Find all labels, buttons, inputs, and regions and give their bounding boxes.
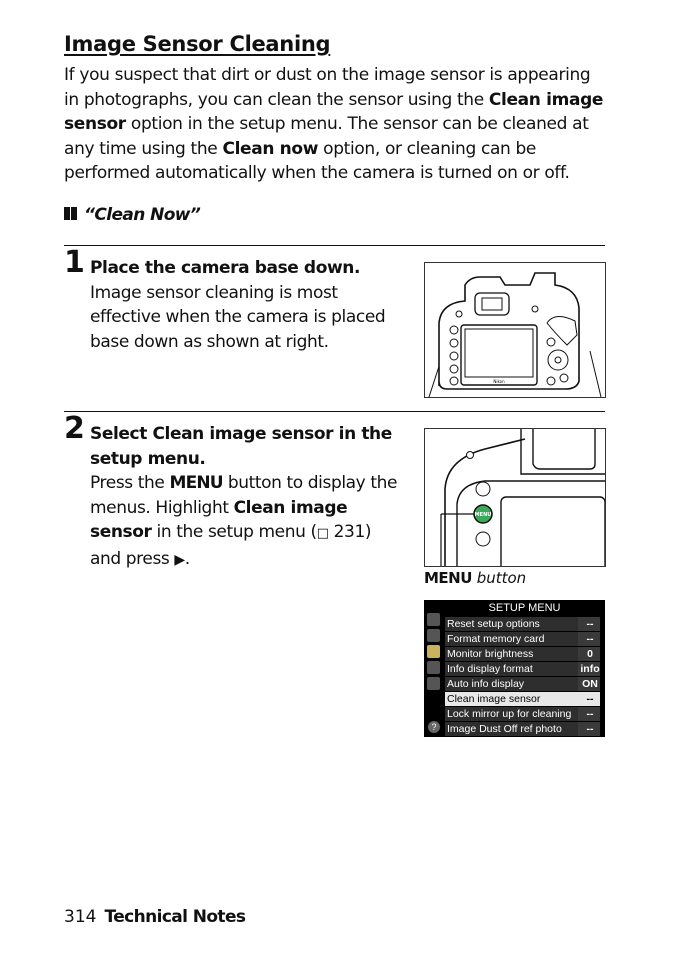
menu-item-label: Format memory card (447, 633, 545, 645)
page-reference-icon: □ (316, 526, 329, 541)
menu-item-value: ON (578, 677, 600, 691)
page-footer (64, 907, 245, 927)
intro-text: If you suspect that dirt or dust on the image sensor is appearing in photographs, you can clean the sensor using the (64, 65, 591, 110)
step-body-bold: Clean image sensor (90, 497, 348, 542)
menu-title: SETUP MENU (488, 602, 561, 614)
menu-item-label: Clean image sensor (447, 693, 541, 705)
menu-item-value: -- (578, 632, 600, 646)
step-body: button to display the menus. Highlight (90, 473, 398, 518)
page-number: 314 (64, 907, 97, 927)
menu-item-label: Auto info display (447, 678, 525, 690)
step-body: Press the (90, 473, 170, 493)
menu-item-label: Monitor brightness (447, 648, 534, 660)
menu-item[interactable] (445, 617, 600, 631)
step-number: 2 (64, 411, 84, 446)
menu-item-value: -- (578, 707, 600, 721)
intro-paragraph (64, 63, 609, 186)
menu-item[interactable] (445, 722, 600, 736)
intro-text: option in the setup menu. The sensor can be cleaned at any time using the (64, 114, 589, 159)
step-2-text (90, 422, 405, 572)
setup-menu-icon[interactable] (427, 645, 440, 658)
step-body: . (184, 548, 190, 569)
divider (64, 245, 605, 246)
step-heading: in the setup menu. (90, 424, 392, 469)
step-heading-bold: Clean image sensor (152, 424, 334, 444)
footer-section: Technical Notes (104, 907, 246, 927)
step-1-text (90, 256, 405, 354)
section-heading-text: “Clean Now” (84, 205, 201, 225)
menu-item-label: Lock mirror up for cleaning (447, 708, 572, 720)
help-icon: ? (428, 721, 440, 733)
multi-selector-right-icon: ▶ (174, 551, 185, 568)
intro-bold: Clean now (222, 138, 319, 159)
menu-item[interactable] (445, 662, 600, 676)
menu-item-label: Info display format (447, 663, 533, 675)
caption-text: button (471, 569, 527, 587)
section-marker-icon (64, 205, 78, 225)
menu-item[interactable] (445, 647, 600, 661)
menu-button: MENU (474, 512, 492, 518)
playback-menu-icon[interactable] (427, 613, 440, 626)
figure-caption (424, 569, 526, 587)
intro-bold: Clean image sensor (64, 89, 604, 134)
page-title: Image Sensor Cleaning (64, 32, 331, 56)
menu-item-value: -- (578, 617, 600, 631)
menu-item[interactable] (445, 632, 600, 646)
step-heading: Place the camera base down. (90, 258, 361, 278)
menu-item[interactable] (445, 707, 600, 721)
menu-item-value: 0 (578, 647, 600, 661)
step-body: in the setup menu ( (151, 522, 317, 542)
intro-text: option, or cleaning can be performed automatically when the camera is turned on or off. (64, 138, 570, 183)
menu-item-value: -- (578, 692, 600, 706)
page-reference-link[interactable]: 231) (328, 522, 372, 542)
menu-button-label: MENU (169, 473, 223, 493)
menu-item-value: -- (578, 722, 600, 736)
step-body: Image sensor cleaning is most effective when the camera is placed base down as shown at right. (90, 282, 386, 352)
menu-item[interactable] (445, 692, 600, 706)
menu-item[interactable] (445, 677, 600, 691)
menu-item-value: info (578, 662, 600, 676)
camera-base-down-illustration (424, 262, 606, 398)
step-body: and press (90, 548, 175, 569)
menu-item-label: Image Dust Off ref photo (447, 723, 562, 735)
shooting-menu-icon[interactable] (427, 629, 440, 642)
retouch-menu-icon[interactable] (427, 661, 440, 674)
menu-item-label: Reset setup options (447, 618, 540, 630)
section-heading (64, 205, 200, 225)
caption-menu: MENU (424, 569, 472, 587)
divider (64, 411, 605, 412)
recent-settings-icon[interactable] (427, 677, 440, 690)
camera-logo: Nikon (493, 379, 505, 384)
step-number: 1 (64, 245, 84, 280)
menu-button-illustration (424, 428, 606, 567)
step-heading: Select (90, 424, 153, 444)
setup-menu-screen (424, 600, 605, 737)
menu-tabs (426, 610, 442, 692)
